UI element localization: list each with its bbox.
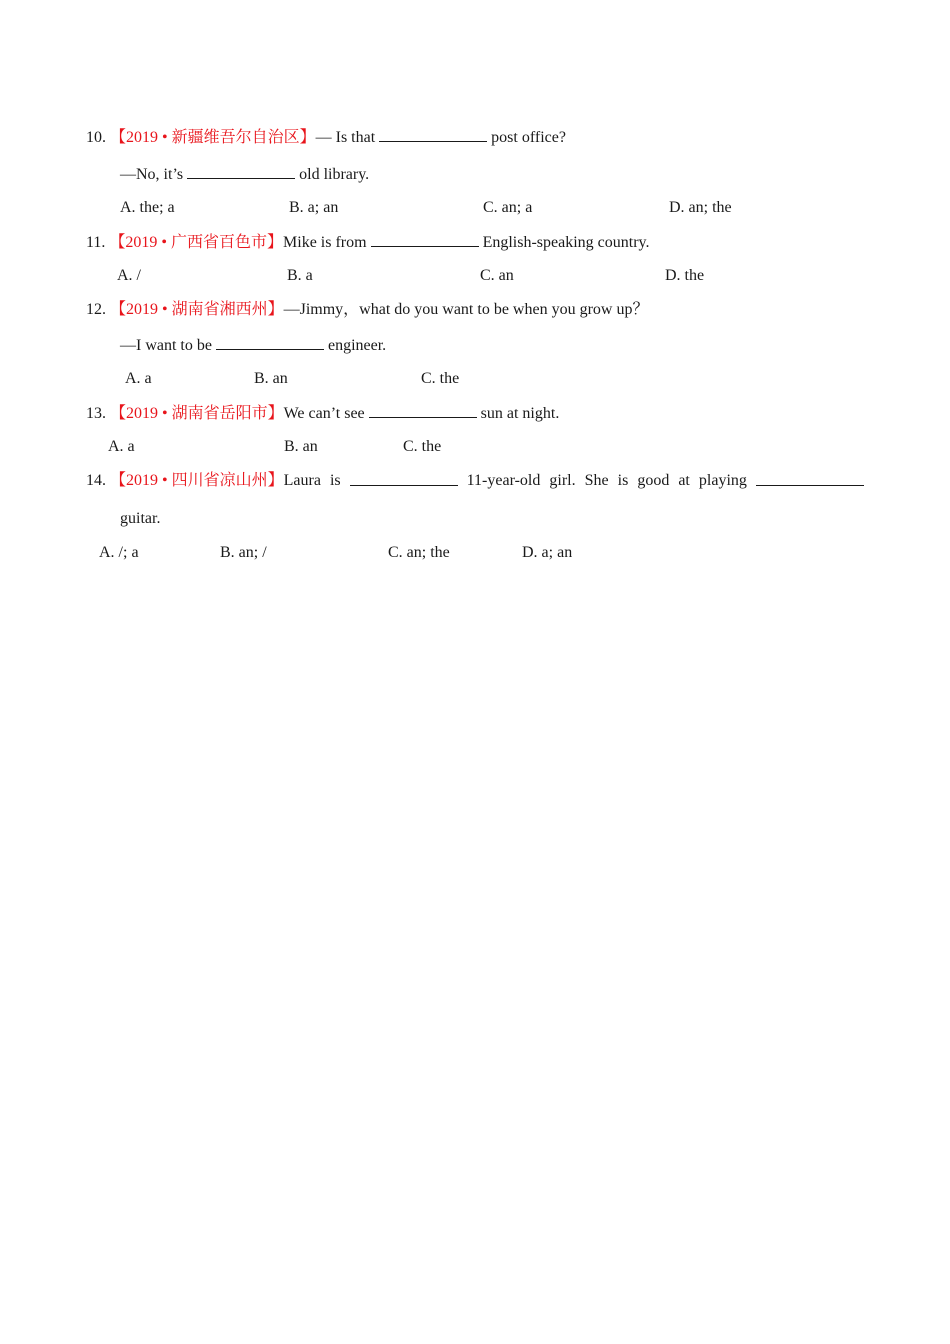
stem-text: Mike is from <box>283 234 367 251</box>
stem-text: sun at night. <box>480 405 560 422</box>
option-b[interactable]: B. an <box>254 370 288 387</box>
answer-blank[interactable] <box>379 127 487 142</box>
stem-text: —Jimmy，what do you want to be when you grow up？ <box>283 301 649 318</box>
stem-word: girl. <box>549 472 576 489</box>
stem-word: She <box>584 472 609 489</box>
option-c[interactable]: C. an; a <box>483 199 533 216</box>
stem-text: English-speaking country. <box>482 234 650 251</box>
stem-text: engineer. <box>327 337 387 354</box>
option-c[interactable]: C. an; the <box>388 544 450 561</box>
option-d[interactable]: D. the <box>665 267 705 284</box>
question-source: 【2019 • 湖南省湘西州】 <box>110 301 284 318</box>
stem-word: at <box>678 472 690 489</box>
stem-text: old library. <box>299 166 370 183</box>
stem-text: — Is that <box>315 129 376 146</box>
stem-word: good <box>637 472 670 489</box>
option-b[interactable]: B. an <box>284 438 318 455</box>
question-number: 13. <box>86 405 106 422</box>
question-source: 【2019 • 新疆维吾尔自治区】 <box>110 129 316 146</box>
answer-blank[interactable] <box>369 403 477 418</box>
question-11-stem <box>86 232 650 252</box>
answer-blank[interactable] <box>756 471 864 486</box>
option-a[interactable]: A. a <box>108 438 135 455</box>
question-13-stem <box>86 403 559 423</box>
question-number: 11. <box>86 234 106 251</box>
stem-text: —I want to be <box>120 337 212 354</box>
question-number: 14. <box>86 472 106 489</box>
stem-text: post office? <box>491 129 566 146</box>
option-b[interactable]: B. a <box>287 267 313 284</box>
stem-text: We can’t see <box>283 405 365 422</box>
option-d[interactable]: D. a; an <box>522 544 573 561</box>
stem-word: is <box>329 472 341 489</box>
stem-word: Laura <box>283 472 321 489</box>
question-10-stem <box>86 127 566 147</box>
option-a[interactable]: A. /; a <box>99 544 139 561</box>
question-number: 12. <box>86 301 106 318</box>
stem-word: playing <box>698 472 747 489</box>
option-a[interactable]: A. / <box>117 267 141 284</box>
option-c[interactable]: C. an <box>480 267 514 284</box>
option-c[interactable]: C. the <box>403 438 442 455</box>
answer-blank[interactable] <box>216 335 324 350</box>
option-d[interactable]: D. an; the <box>669 199 732 216</box>
option-a[interactable]: A. the; a <box>120 199 175 216</box>
option-a[interactable]: A. a <box>125 370 152 387</box>
question-source: 【2019 • 四川省凉山州】 <box>110 472 284 489</box>
question-number: 10. <box>86 129 106 146</box>
question-14-stem <box>86 471 864 491</box>
question-14-lead <box>86 471 321 491</box>
option-b[interactable]: B. an; / <box>220 544 267 561</box>
option-c[interactable]: C. the <box>421 370 460 387</box>
question-12-stem <box>86 300 648 320</box>
question-12-line2 <box>120 335 386 355</box>
answer-blank[interactable] <box>350 471 458 486</box>
question-source: 【2019 • 广西省百色市】 <box>109 234 284 251</box>
answer-blank[interactable] <box>187 164 295 179</box>
option-b[interactable]: B. a; an <box>289 199 339 216</box>
question-source: 【2019 • 湖南省岳阳市】 <box>110 405 284 422</box>
question-14-line2 <box>120 509 160 529</box>
stem-word: is <box>617 472 629 489</box>
question-10-line2 <box>120 164 369 184</box>
stem-word: 11-year-old <box>466 472 541 489</box>
stem-text: —No, it’s <box>120 166 184 183</box>
stem-text: guitar. <box>120 510 161 527</box>
answer-blank[interactable] <box>371 232 479 247</box>
